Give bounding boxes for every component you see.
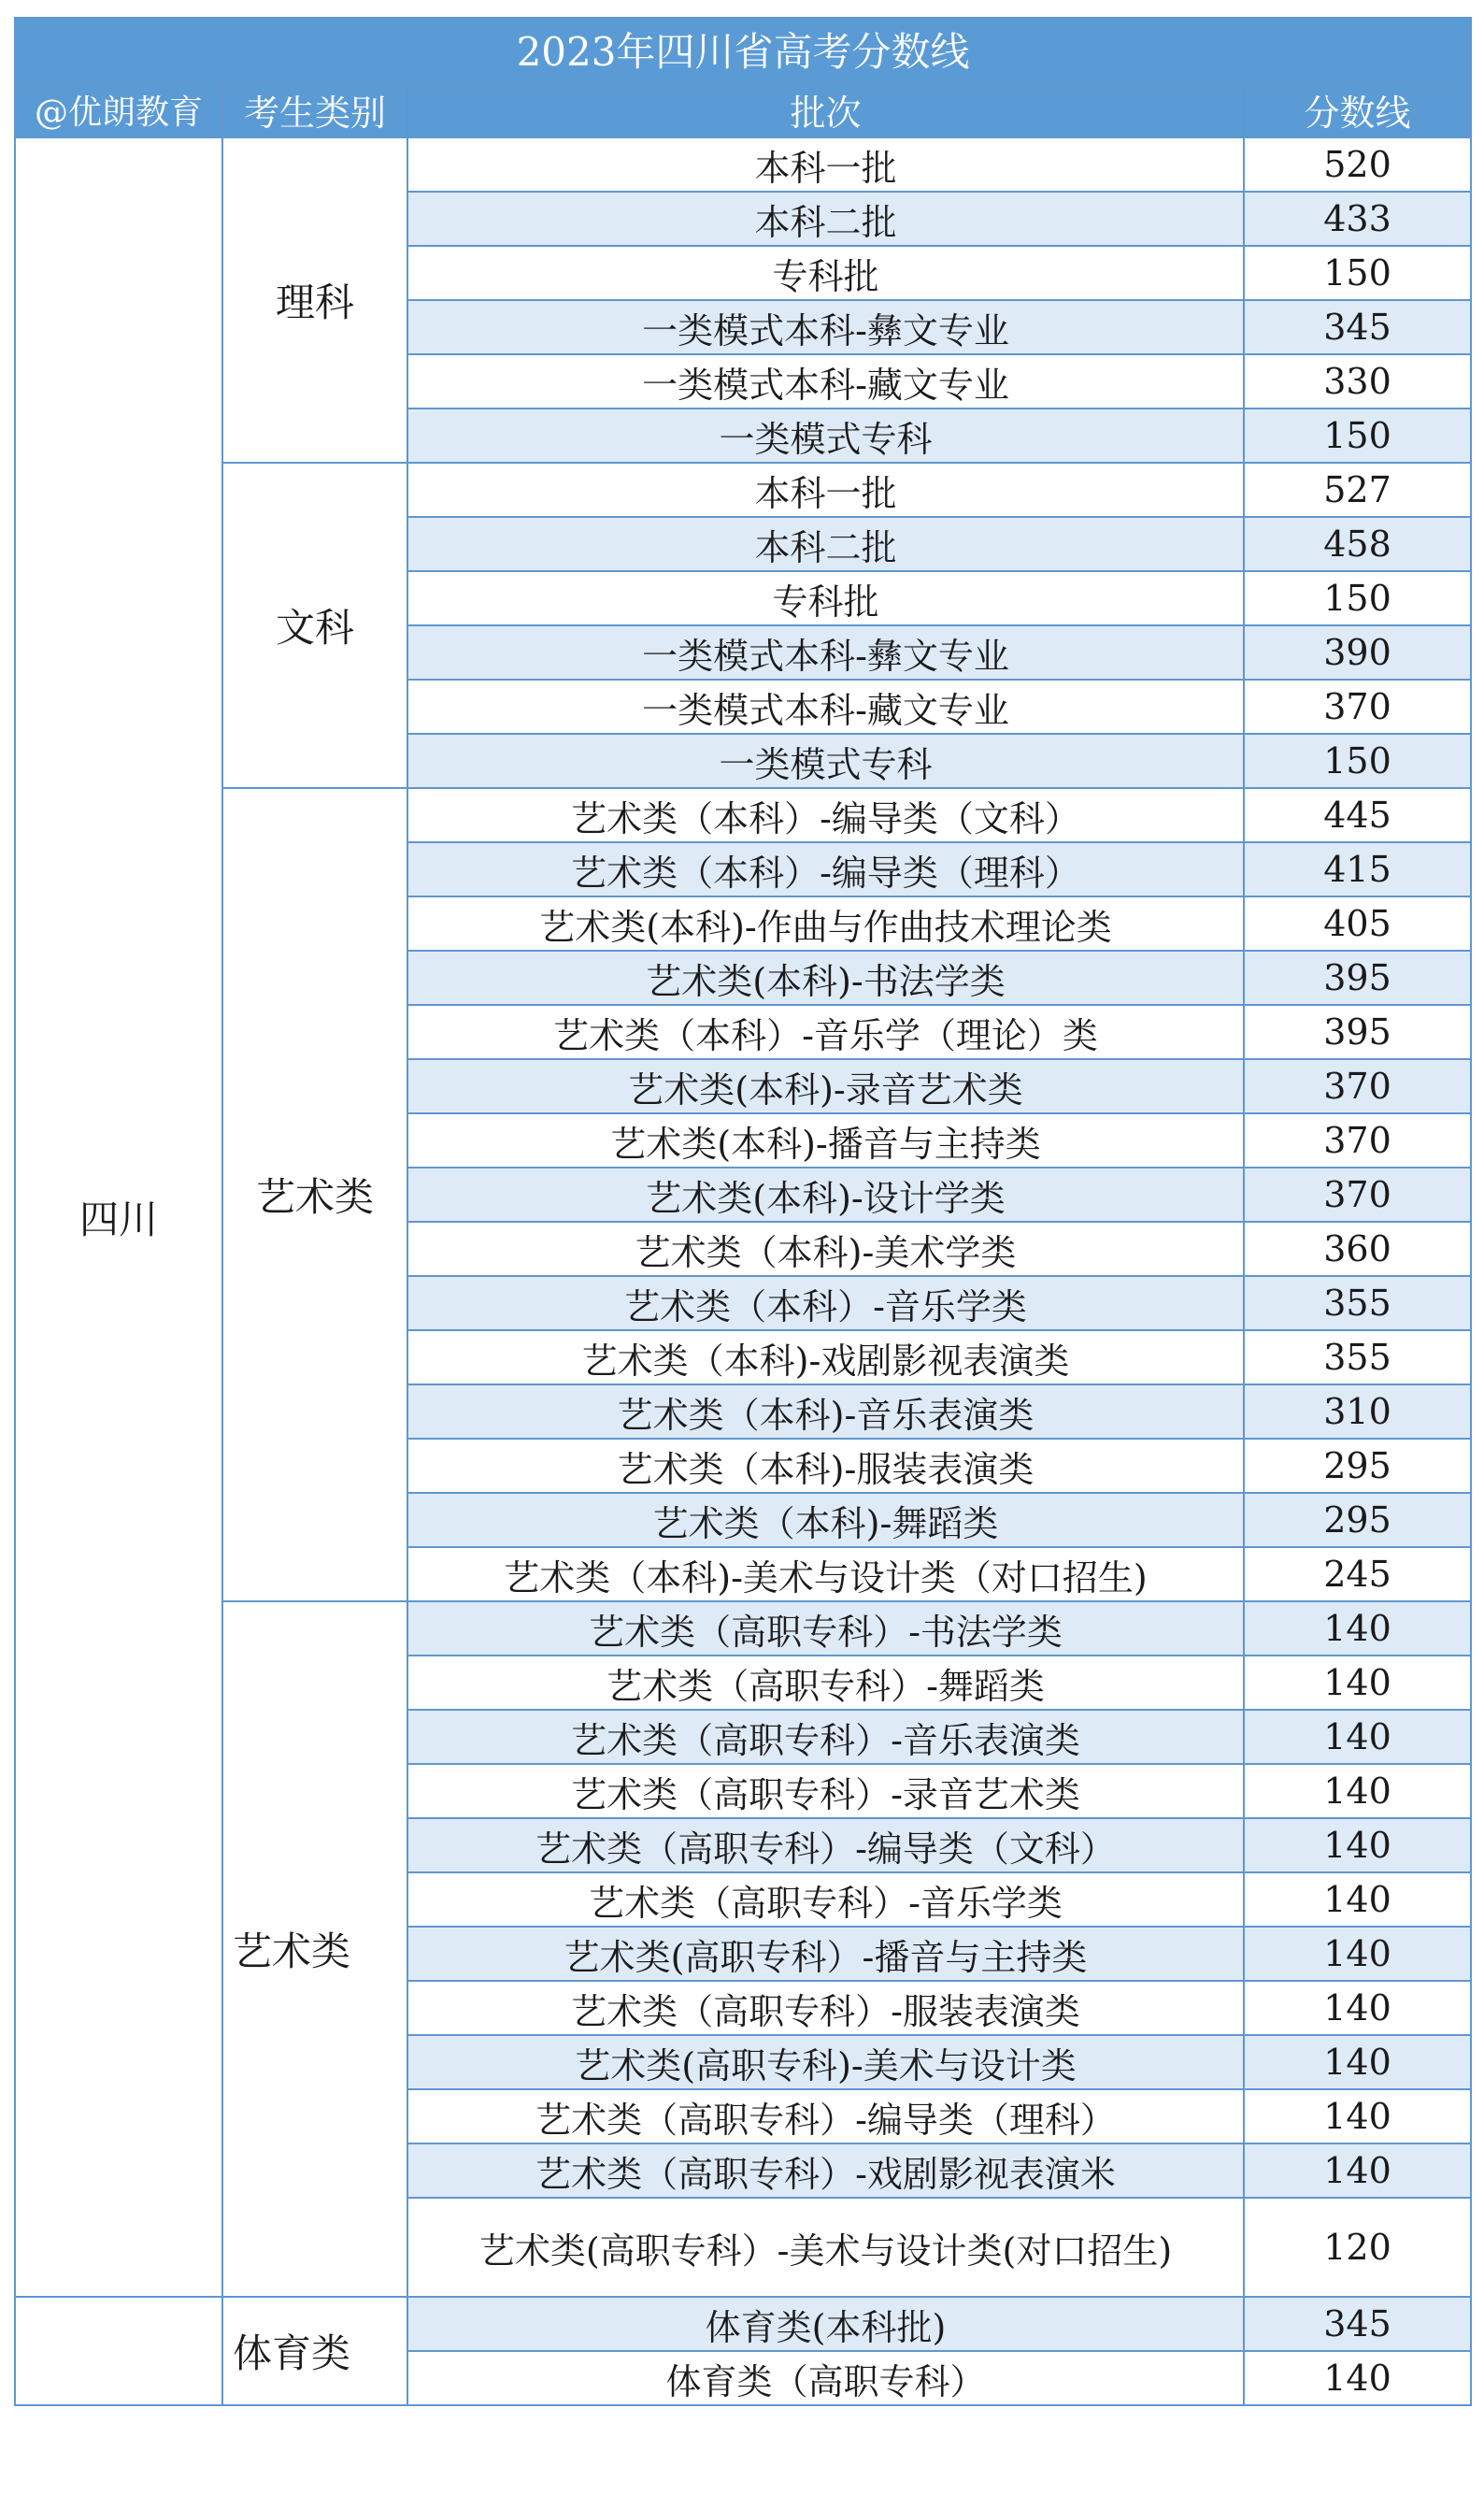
table-body	[15, 137, 1471, 2405]
table-header-row	[15, 81, 1471, 137]
score-cell: 458	[1244, 517, 1471, 571]
score-cell: 140	[1244, 1981, 1471, 2035]
score-cell: 140	[1244, 1927, 1471, 1981]
batch-cell: 体育类（高职专科）	[407, 2351, 1244, 2405]
score-cell: 370	[1244, 1168, 1471, 1222]
score-cell: 140	[1244, 2089, 1471, 2143]
batch-cell: 本科一批	[407, 463, 1244, 517]
category-cell: 艺术类	[222, 1601, 407, 2297]
score-cell: 520	[1244, 137, 1471, 192]
score-cell: 527	[1244, 463, 1471, 517]
header-batch: 批次	[407, 81, 1244, 137]
score-cell: 395	[1244, 951, 1471, 1005]
batch-cell: 一类模式本科-藏文专业	[407, 680, 1244, 734]
batch-cell: 艺术类(高职专科)-美术与设计类	[407, 2035, 1244, 2089]
batch-cell: 专科批	[407, 246, 1244, 300]
batch-cell: 一类模式专科	[407, 409, 1244, 463]
score-cell: 245	[1244, 1547, 1471, 1601]
batch-cell: 艺术类（高职专科）-戏剧影视表演米	[407, 2143, 1244, 2198]
score-cell: 150	[1244, 571, 1471, 625]
header-score: 分数线	[1244, 81, 1471, 137]
batch-cell: 艺术类（高职专科）-音乐学类	[407, 1872, 1244, 1927]
score-cell: 295	[1244, 1493, 1471, 1547]
category-cell: 体育类	[222, 2297, 407, 2405]
score-cell: 140	[1244, 1764, 1471, 1818]
batch-cell: 艺术类(高职专科）-播音与主持类	[407, 1927, 1244, 1981]
table-row	[15, 463, 1471, 517]
table-row	[15, 788, 1471, 842]
score-cell: 140	[1244, 1872, 1471, 1927]
score-cell: 433	[1244, 192, 1471, 246]
score-cell: 310	[1244, 1384, 1471, 1439]
score-cell: 120	[1244, 2198, 1471, 2297]
score-cell: 370	[1244, 680, 1471, 734]
score-cell: 360	[1244, 1222, 1471, 1276]
batch-cell: 艺术类（本科）-音乐学（理论）类	[407, 1005, 1244, 1059]
score-cell: 415	[1244, 842, 1471, 896]
score-cell: 140	[1244, 1656, 1471, 1710]
batch-cell: 艺术类（本科)-舞蹈类	[407, 1493, 1244, 1547]
score-cell: 295	[1244, 1439, 1471, 1493]
score-table-container	[14, 17, 1470, 2406]
batch-cell: 艺术类（本科)-服装表演类	[407, 1439, 1244, 1493]
batch-cell: 本科二批	[407, 517, 1244, 571]
batch-cell: 艺术类（高职专科）-舞蹈类	[407, 1656, 1244, 1710]
batch-cell: 艺术类（本科）-编导类（理科）	[407, 842, 1244, 896]
table-row	[15, 2297, 1471, 2351]
batch-cell: 艺术类（高职专科）-书法学类	[407, 1601, 1244, 1656]
score-cell: 355	[1244, 1276, 1471, 1330]
batch-cell: 艺术类（高职专科）-录音艺术类	[407, 1764, 1244, 1818]
score-cell: 150	[1244, 246, 1471, 300]
batch-cell: 艺术类（高职专科）-编导类（理科）	[407, 2089, 1244, 2143]
score-cell: 345	[1244, 2297, 1471, 2351]
score-cell: 140	[1244, 2143, 1471, 2198]
province-cell-empty	[15, 2297, 222, 2405]
batch-cell: 艺术类（高职专科）-编导类（文科）	[407, 1818, 1244, 1872]
batch-cell: 艺术类(本科)-作曲与作曲技术理论类	[407, 896, 1244, 951]
table-title: 2023年四川省高考分数线	[15, 18, 1471, 81]
batch-cell: 艺术类（本科)-美术学类	[407, 1222, 1244, 1276]
score-cell: 140	[1244, 2035, 1471, 2089]
score-cell: 150	[1244, 734, 1471, 788]
batch-cell: 体育类(本科批)	[407, 2297, 1244, 2351]
batch-cell: 一类模式本科-彝文专业	[407, 300, 1244, 354]
batch-cell: 艺术类（高职专科）-音乐表演类	[407, 1710, 1244, 1764]
score-cell: 370	[1244, 1059, 1471, 1113]
score-cell: 355	[1244, 1330, 1471, 1384]
score-table	[14, 17, 1472, 2406]
category-cell: 理科	[222, 137, 407, 463]
province-cell: 四川	[15, 137, 222, 2297]
batch-cell: 一类模式本科-藏文专业	[407, 354, 1244, 409]
score-cell: 140	[1244, 1818, 1471, 1872]
score-cell: 395	[1244, 1005, 1471, 1059]
batch-cell: 本科一批	[407, 137, 1244, 192]
header-brand: @优朗教育	[15, 81, 222, 137]
batch-cell: 艺术类（高职专科）-服装表演类	[407, 1981, 1244, 2035]
batch-cell: 一类模式专科	[407, 734, 1244, 788]
score-cell: 330	[1244, 354, 1471, 409]
batch-cell: 艺术类（本科）-音乐学类	[407, 1276, 1244, 1330]
batch-cell: 艺术类(本科)-播音与主持类	[407, 1113, 1244, 1168]
table-title-row	[15, 18, 1471, 81]
batch-cell: 艺术类(本科)-书法学类	[407, 951, 1244, 1005]
category-cell: 艺术类	[222, 788, 407, 1601]
header-category: 考生类别	[222, 81, 407, 137]
table-row	[15, 137, 1471, 192]
score-cell: 140	[1244, 2351, 1471, 2405]
batch-cell: 艺术类（本科)-音乐表演类	[407, 1384, 1244, 1439]
batch-cell: 艺术类(本科)-设计学类	[407, 1168, 1244, 1222]
batch-cell: 本科二批	[407, 192, 1244, 246]
score-cell: 370	[1244, 1113, 1471, 1168]
batch-cell: 艺术类（本科）-编导类（文科）	[407, 788, 1244, 842]
score-cell: 345	[1244, 300, 1471, 354]
score-cell: 390	[1244, 625, 1471, 680]
table-row	[15, 1601, 1471, 1656]
batch-cell: 艺术类(本科)-录音艺术类	[407, 1059, 1244, 1113]
batch-cell: 艺术类（本科)-戏剧影视表演类	[407, 1330, 1244, 1384]
batch-cell: 艺术类（本科)-美术与设计类（对口招生)	[407, 1547, 1244, 1601]
score-cell: 150	[1244, 409, 1471, 463]
score-cell: 445	[1244, 788, 1471, 842]
score-cell: 140	[1244, 1710, 1471, 1764]
score-cell: 140	[1244, 1601, 1471, 1656]
score-cell: 405	[1244, 896, 1471, 951]
batch-cell: 一类模式本科-彝文专业	[407, 625, 1244, 680]
batch-cell: 艺术类(高职专科）-美术与设计类(对口招生)	[407, 2198, 1244, 2297]
batch-cell: 专科批	[407, 571, 1244, 625]
category-cell: 文科	[222, 463, 407, 788]
